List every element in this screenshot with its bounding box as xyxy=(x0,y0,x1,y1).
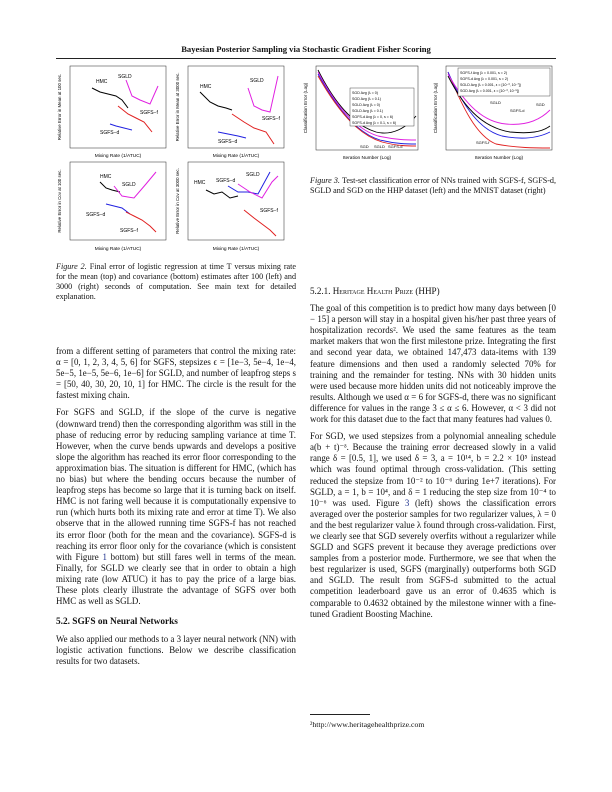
svg-text:Relative Error in Cov at 100 s: Relative Error in Cov at 100 sec. xyxy=(57,169,62,233)
svg-text:SGD Avg (λ = 0): SGD Avg (λ = 0) xyxy=(352,91,378,95)
fig2-panel-mean-3000 xyxy=(175,66,284,159)
header-rule xyxy=(56,58,556,59)
paragraph: The goal of this competition is to predict how many days between [0 − 15] a person will stay in a hospital given his/her past three years of hospitalization records². We used the same features as the team market makers that won the first milestone prize. Integrating the first and second year data, we obtained 147,473 data-items with 139 feature dimensions and then used a randomly selected 70% for training and the remainder for testing. NNs with 30 hidden units were used because more hidden units did not noticeably improve the results. Although we used α = 6 for SGFS-d, there was no significant difference for values in the range 3 ≤ α ≤ 6. However, α < 3 did not work for this dataset due to the fact that many features had values 0. xyxy=(310,303,556,425)
svg-text:HMC: HMC xyxy=(194,180,206,186)
footnote: ²http://www.heritagehealthprize.com xyxy=(310,720,425,729)
svg-text:Mixing Rate (1/ATUC): Mixing Rate (1/ATUC) xyxy=(212,247,260,252)
figure-3 xyxy=(300,64,558,168)
svg-text:SGFS-d: SGFS-d xyxy=(510,108,525,113)
fig3-right-mnist xyxy=(433,66,552,161)
label-sgfs-f: SGFS−f xyxy=(140,110,158,116)
figure-ref-link[interactable]: 1 xyxy=(102,551,107,562)
y-axis-label: Relative Error in Mean at 100 sec. xyxy=(57,73,62,141)
figure-3-caption: Figure 3. Test-set classification error of NNs trained with SGFS-f, SGFS-d, SGLD and SGD on the HHP dataset (left) and the MNIST dataset (right) xyxy=(310,176,556,196)
svg-text:Relative Error in Cov at 3000: Relative Error in Cov at 3000 sec. xyxy=(175,168,180,234)
right-column xyxy=(310,286,556,626)
paragraph: We also applied our methods to a 3 layer neural network (NN) with logistic activation functions. Below we describe classification results for two datasets. xyxy=(56,634,296,667)
svg-text:Mixing Rate (1/ATUC): Mixing Rate (1/ATUC) xyxy=(94,247,142,252)
svg-text:SGFS-d Avg (λ = 0.1, s = 6): SGFS-d Avg (λ = 0.1, s = 6) xyxy=(352,121,397,125)
fig2-panel-mean-100 xyxy=(57,66,166,159)
svg-text:SGFS-d Avg (λ = 0, s = 6): SGFS-d Avg (λ = 0, s = 6) xyxy=(352,115,394,119)
paragraph: from a different setting of parameters that control the mixing rate: α = [0, 1, 2, 3, 4, 5, 6] for SGFS, stepsizes ϵ = [1e−3, 5e−4, 1e−4, 5e−5, 1e−5, 5e−6, 1e−6] for SGLD, and number of leapfrog steps s = [50, 40, 30, 20, 10, 1] for HMC. The circle is the result for the fastest mixing chain. xyxy=(56,346,296,401)
svg-text:SGFS−d: SGFS−d xyxy=(86,212,106,218)
svg-text:SGD Avg (λ = 0.001, ε = [10⁻³,: SGD Avg (λ = 0.001, ε = [10⁻³, 10⁻⁵]) xyxy=(460,89,520,93)
svg-text:SGLD Avg (λ = 0.001, ε = [10⁻³: SGLD Avg (λ = 0.001, ε = [10⁻³, 10⁻⁷]) xyxy=(460,83,521,87)
svg-text:SGLD Avg (λ = 0): SGLD Avg (λ = 0) xyxy=(352,103,380,107)
fig2-panel-cov-100 xyxy=(57,162,166,252)
paragraph: For SGD, we used stepsizes from a polynomial annealing schedule a(b + t)⁻ᵟ. Because the training error decreased slowly in a valid range δ = [0.5, 1], we used δ = 3, a = 10¹⁴, b = 2.2 × 10⁵ instead which was found optimal through cross-validation. (This setting reduced the stepsize from 10⁻² to 10⁻⁶ during 1e+7 iterations). For SGLD, a = 1, b = 10⁴, and δ = 1 reducing the step size from 10⁻⁴ to 10⁻⁶ was used. Figure 3 (left) shows the classification errors averaged over the posterior samples for two regularizer values, λ = 0 and the best regularizer value λ found through cross-validation. First, we clearly see that SGD severely overfits without a regularizer while SGLD and SGFS prevent it because they average predictions over samples from a posterior mode. Furthermore, we see that when the best regularizer is used, SGFS (marginally) outperforms both SGD and SGLD. The result from SGFS-d submitted to the actual competition leaderboard gave us an error of 0.4635 which is comparable to 0.4632 obtained by the milestone winner with a fine-tuned Gradient Boosting Machine. xyxy=(310,431,556,619)
svg-text:Iteration Number (Log): Iteration Number (Log) xyxy=(342,156,392,161)
svg-text:Relative Error in Mean at 3000: Relative Error in Mean at 3000 sec. xyxy=(175,72,180,142)
svg-text:SGFS−f: SGFS−f xyxy=(260,208,278,214)
label-hmc: HMC xyxy=(96,79,108,85)
footnote-rule xyxy=(310,714,370,715)
label-sgfs-d: SGFS−d xyxy=(100,130,120,136)
figure-2 xyxy=(56,64,296,254)
svg-text:Classification Error (Log): Classification Error (Log) xyxy=(433,82,438,134)
figure-ref-link[interactable]: 3 xyxy=(404,497,410,508)
svg-text:SGLD: SGLD xyxy=(374,144,385,149)
svg-text:SGLD: SGLD xyxy=(246,172,260,178)
svg-text:SGFS−f: SGFS−f xyxy=(120,228,138,234)
running-header: Bayesian Posterior Sampling via Stochastic Gradient Fisher Scoring xyxy=(181,44,431,54)
svg-text:SGD: SGD xyxy=(536,102,545,107)
curve-hmc xyxy=(92,88,128,108)
label-sgld: SGLD xyxy=(118,74,132,80)
curve-sgld xyxy=(126,80,158,104)
figure-2-caption: Figure 2. Final error of logistic regression at time T versus mixing rate for the mean (top) and covariance (bottom) estimates after 100 (left) and 3000 (right) seconds of computation. See main text for detailed explanation. xyxy=(56,262,296,302)
x-axis-label: Mixing Rate (1/ATUC) xyxy=(94,154,142,159)
svg-text:Classification Error (Log): Classification Error (Log) xyxy=(303,82,308,134)
svg-text:Mixing Rate (1/ATUC): Mixing Rate (1/ATUC) xyxy=(212,154,260,159)
paragraph: For SGFS and SGLD, if the slope of the curve is negative (downward trend) then the corresponding algorithm was still in the phase of reducing error by reducing sampling variance at time T. However, when the curve bends upwards and develops a positive slope the algorithm has reached its error floor corresponding to the approximation bias. The situation is different for HMC, (which has no bias) but where the bending occurs because the number of leapfrog steps has become so large that it is turning back on itself. HMC is not faring well because it is computationally expensive to run (which hurts both its mixing rate and error at time T). We also observe that in the allowed running time SGFS-f has not reached its error floor (both for the mean and the covariance). SGFS-d is reaching its error floor only for the covariance (which is consistent with Figure 1 bottom) but still fares well in terms of the mean. Finally, for SGLD we clearly see that in order to obtain a high mixing rate (low ATUC) it has to pay the price of a large bias. These plots clearly illustrate the advantage of SGFS over both HMC as well as SGLD. xyxy=(56,407,297,607)
svg-text:SGLD: SGLD xyxy=(490,100,501,105)
svg-text:SGFS-f: SGFS-f xyxy=(476,140,490,145)
svg-text:SGLD: SGLD xyxy=(122,182,136,188)
svg-text:SGFS-d Avg (λ = 0.001, s = 2): SGFS-d Avg (λ = 0.001, s = 2) xyxy=(460,77,509,81)
svg-text:SGD Avg (λ = 0.1): SGD Avg (λ = 0.1) xyxy=(352,97,381,101)
left-column xyxy=(56,346,296,674)
svg-text:SGLD Avg (λ = 0.1): SGLD Avg (λ = 0.1) xyxy=(352,109,383,113)
fig3-left-hhp xyxy=(303,66,418,161)
svg-text:SGFS−d: SGFS−d xyxy=(218,139,238,145)
fig2-panel-cov-3000 xyxy=(175,162,284,252)
svg-text:SGFS−f: SGFS−f xyxy=(262,116,280,122)
svg-text:SGFS-d: SGFS-d xyxy=(388,144,403,149)
svg-text:SGD: SGD xyxy=(360,144,369,149)
svg-text:SGLD: SGLD xyxy=(250,78,264,84)
subsection-heading: 5.2.1. Heritage Health Prize (HHP) xyxy=(310,286,440,296)
svg-text:HMC: HMC xyxy=(200,84,212,90)
svg-text:SGFS−d: SGFS−d xyxy=(216,178,236,184)
section-heading: 5.2. SGFS on Neural Networks xyxy=(56,617,178,628)
svg-text:Iteration Number (Log): Iteration Number (Log) xyxy=(474,156,524,161)
svg-text:SGFS-f Avg (λ = 0.001, s = 2): SGFS-f Avg (λ = 0.001, s = 2) xyxy=(460,71,508,75)
svg-text:HMC: HMC xyxy=(100,174,112,180)
